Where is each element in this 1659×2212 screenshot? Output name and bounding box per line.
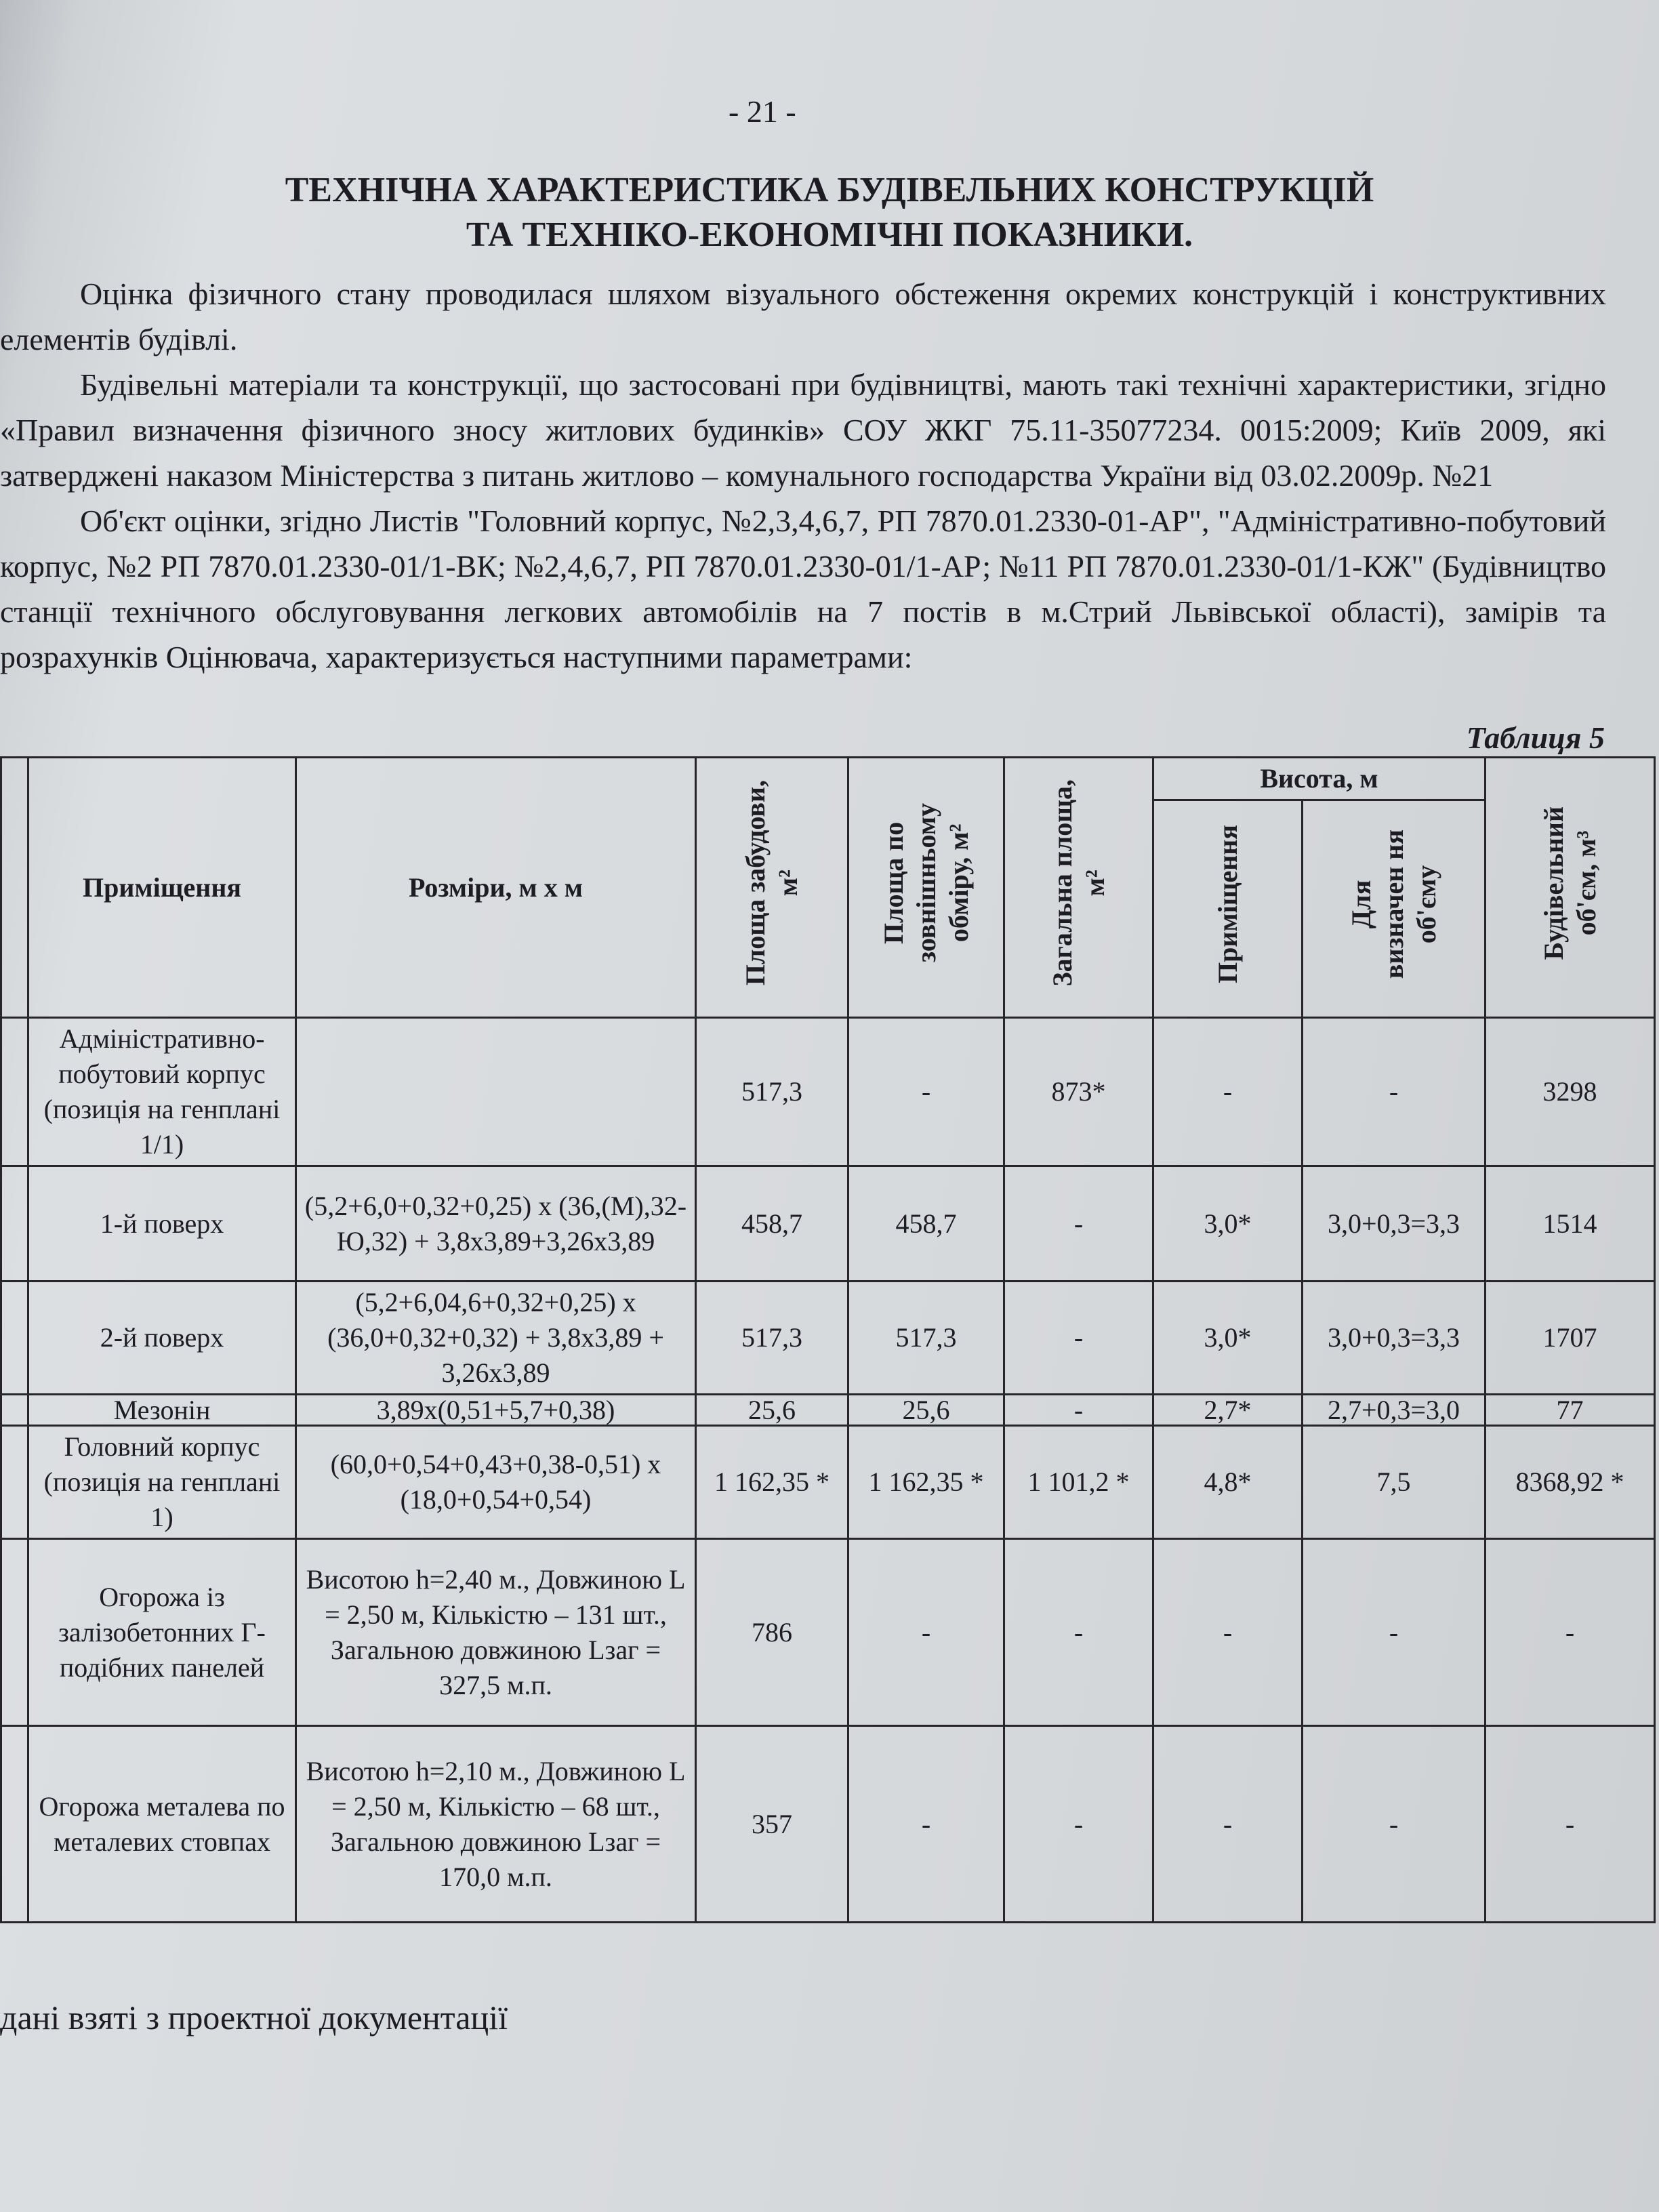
cell-outer-area: 25,6 [848, 1395, 1004, 1426]
cell-height-room: - [1153, 1018, 1303, 1166]
cell-total-area: - [1004, 1395, 1153, 1426]
header-total-area: Загальна площа, м² [1004, 758, 1153, 1018]
edge-cell [1, 1282, 28, 1395]
cell-height-room: - [1153, 1726, 1303, 1923]
cell-volume: 3298 [1486, 1018, 1655, 1166]
cell-outer-area: 1 162,35 * [848, 1426, 1004, 1539]
cell-volume: - [1486, 1726, 1655, 1923]
cell-building-area: 786 [696, 1539, 848, 1726]
cell-room: Адміністративно-побутовий корпус (позиція на генплані 1/1) [28, 1018, 296, 1166]
cell-outer-area: 517,3 [848, 1282, 1004, 1395]
table-row [1, 1539, 1655, 1726]
characteristics-table [0, 756, 1656, 1923]
paragraph: Будівельні матеріали та конструкції, що застосовані при будівництві, мають такі технічні характеристики, згідно «Правил визначення фізичного зносу житлових будинків» СОУ ЖКГ 75.11-35077234. 0015:2009; Київ 2009, які затверджені наказом Міністерства з питань житлово – комунального господарства України від 03.02.2009р. №21 [0, 367, 1606, 493]
edge-cell [1, 1426, 28, 1539]
header-volume: Будівельний об'єм, м³ [1486, 758, 1655, 1018]
footnote: дані взяті з проектної документації [0, 1999, 508, 2036]
table-caption: Таблиця 5 [1466, 720, 1605, 755]
cell-room: Огорожа із залізобетонних Г-подібних панелей [28, 1539, 296, 1726]
cell-total-area: - [1004, 1539, 1153, 1726]
cell-height-room: 4,8* [1153, 1426, 1303, 1539]
header-dimensions: Розміри, м х м [296, 758, 696, 1018]
cell-volume: - [1486, 1539, 1655, 1726]
page-number: - 21 - [729, 94, 796, 129]
header-building-area: Площа забудови, м² [696, 758, 848, 1018]
cell-height-volume: - [1303, 1018, 1486, 1166]
cell-dimensions: (5,2+6,0+0,32+0,25) х (36,(М),32-Ю,32) + 3,8х3,89+3,26х3,89 [296, 1166, 696, 1282]
table-row [1, 1395, 1655, 1426]
cell-height-volume: 2,7+0,3=3,0 [1303, 1395, 1486, 1426]
cell-building-area: 458,7 [696, 1166, 848, 1282]
cell-volume: 77 [1486, 1395, 1655, 1426]
cell-total-area: - [1004, 1726, 1153, 1923]
header-height-volume: Для визначен ня об'єму [1303, 800, 1486, 1018]
cell-outer-area: - [848, 1539, 1004, 1726]
header-room: Приміщення [28, 758, 296, 1018]
cell-dimensions: 3,89х(0,51+5,7+0,38) [296, 1395, 696, 1426]
cell-height-volume: 7,5 [1303, 1426, 1486, 1539]
cell-building-area: 517,3 [696, 1282, 848, 1395]
body-text [0, 271, 1606, 680]
title-line-2: ТА ТЕХНІКО-ЕКОНОМІЧНІ ПОКАЗНИКИ. [466, 216, 1193, 254]
cell-total-area: 1 101,2 * [1004, 1426, 1153, 1539]
document-title [0, 168, 1659, 258]
cell-height-volume: 3,0+0,3=3,3 [1303, 1282, 1486, 1395]
edge-cell [1, 758, 28, 1018]
edge-cell [1, 1726, 28, 1923]
cell-outer-area: - [848, 1018, 1004, 1166]
cell-room: Головний корпус (позиція на генплані 1) [28, 1426, 296, 1539]
cell-outer-area: - [848, 1726, 1004, 1923]
cell-dimensions: (5,2+6,04,6+0,32+0,25) х (36,0+0,32+0,32) + 3,8х3,89 + 3,26х3,89 [296, 1282, 696, 1395]
cell-height-volume: - [1303, 1726, 1486, 1923]
cell-total-area: 873* [1004, 1018, 1153, 1166]
title-line-1: ТЕХНІЧНА ХАРАКТЕРИСТИКА БУДІВЕЛЬНИХ КОНСТРУКЦІЙ [285, 171, 1374, 209]
cell-room: Огорожа металева по металевих стовпах [28, 1726, 296, 1923]
table-row [1, 1726, 1655, 1923]
header-outer-area: Площа по зовнішньому обміру, м² [848, 758, 1004, 1018]
cell-room: Мезонін [28, 1395, 296, 1426]
edge-cell [1, 1395, 28, 1426]
cell-dimensions: (60,0+0,54+0,43+0,38-0,51) х (18,0+0,54+0,54) [296, 1426, 696, 1539]
table-row [1, 1426, 1655, 1539]
cell-building-area: 25,6 [696, 1395, 848, 1426]
header-height-room: Приміщення [1153, 800, 1303, 1018]
table-row [1, 1282, 1655, 1395]
cell-height-room: 3,0* [1153, 1282, 1303, 1395]
cell-total-area: - [1004, 1282, 1153, 1395]
table-header-row [1, 758, 1655, 800]
cell-height-volume: 3,0+0,3=3,3 [1303, 1166, 1486, 1282]
cell-height-room: 2,7* [1153, 1395, 1303, 1426]
cell-dimensions: Висотою h=2,40 м., Довжиною L = 2,50 м, Кількістю – 131 шт., Загальною довжиною Lзаг = 327,5 м.п. [296, 1539, 696, 1726]
table-row [1, 1166, 1655, 1282]
cell-building-area: 517,3 [696, 1018, 848, 1166]
cell-volume: 1707 [1486, 1282, 1655, 1395]
cell-dimensions [296, 1018, 696, 1166]
cell-dimensions: Висотою h=2,10 м., Довжиною L = 2,50 м, Кількістю – 68 шт., Загальною довжиною Lзаг = 170,0 м.п. [296, 1726, 696, 1923]
table-row [1, 1018, 1655, 1166]
cell-height-room: - [1153, 1539, 1303, 1726]
header-height-group: Висота, м [1153, 758, 1486, 800]
cell-room: 1-й поверх [28, 1166, 296, 1282]
cell-building-area: 357 [696, 1726, 848, 1923]
edge-cell [1, 1018, 28, 1166]
cell-outer-area: 458,7 [848, 1166, 1004, 1282]
cell-volume: 8368,92 * [1486, 1426, 1655, 1539]
paragraph: Об'єкт оцінки, згідно Листів "Головний корпус, №2,3,4,6,7, РП 7870.01.2330-01-АР", "Адміністративно-побутовий корпус, №2 РП 7870.01.2330-01/1-ВК; №2,4,6,7, РП 7870.01.2330-01/1-АР; №11 РП 7870.01.2330-01/1-КЖ" (Будівництво станції технічного обслуговування легкових автомобілів на 7 постів в м.Стрий Львівської області), замірів та розрахунків Оцінювача, характеризується наступними параметрами: [0, 504, 1606, 674]
cell-height-volume: - [1303, 1539, 1486, 1726]
cell-height-room: 3,0* [1153, 1166, 1303, 1282]
paragraph: Оцінка фізичного стану проводилася шляхом візуального обстеження окремих конструкцій і конструктивних елементів будівлі. [0, 276, 1606, 356]
cell-volume: 1514 [1486, 1166, 1655, 1282]
cell-room: 2-й поверх [28, 1282, 296, 1395]
edge-cell [1, 1166, 28, 1282]
cell-building-area: 1 162,35 * [696, 1426, 848, 1539]
cell-total-area: - [1004, 1166, 1153, 1282]
edge-cell [1, 1539, 28, 1726]
